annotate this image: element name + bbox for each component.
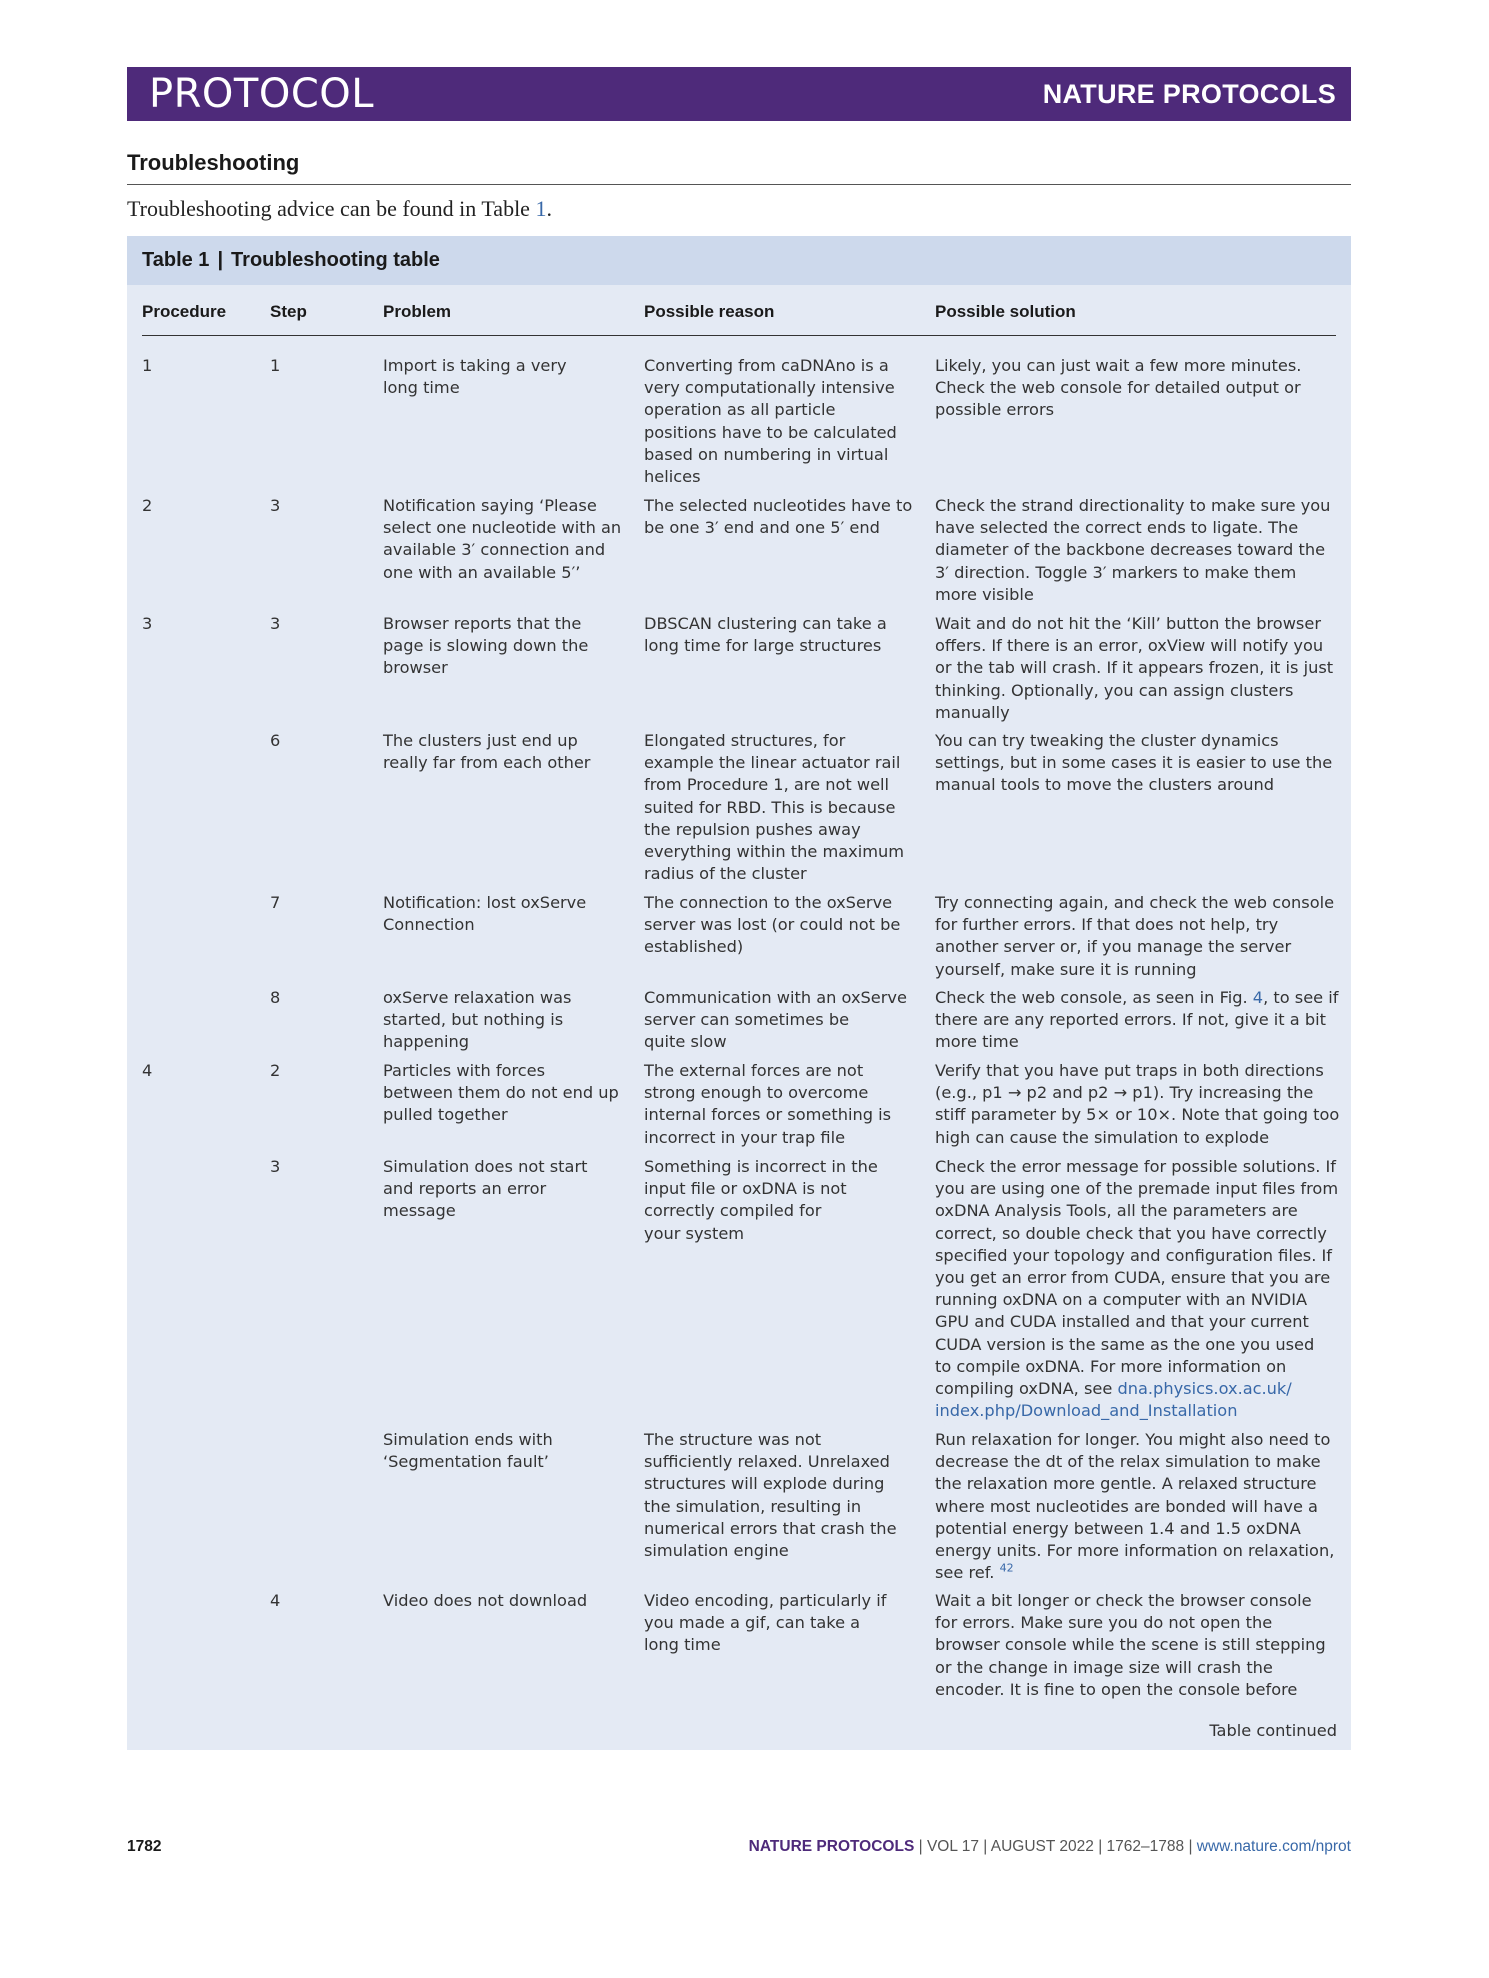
table-caption-separator: | xyxy=(217,249,224,271)
row-2-reason: The selected nucleotides have to be one 3′ end and one 5′ end xyxy=(644,496,913,538)
intro-end: . xyxy=(546,196,552,221)
row-6-solution-a: Check the web console, as seen in Fig. xyxy=(935,988,1253,1007)
footer-sep-2: | xyxy=(983,1838,988,1855)
row-10-step: 4 xyxy=(270,1591,281,1610)
row-3-step: 3 xyxy=(270,614,281,633)
row-8-reason: Something is incorrect in the input file or oxDNA is not correctly compiled for your system xyxy=(644,1157,878,1243)
row-9-problem: Simulation ends with ‘Segmentation fault’ xyxy=(383,1430,553,1472)
row-2-step: 3 xyxy=(270,496,281,515)
footer-sep-3: | xyxy=(1098,1838,1103,1855)
row-4-solution: You can try tweaking the cluster dynamics settings, but in some cases it is easier to use the manual tools to move the clusters around xyxy=(935,731,1333,795)
row-4-reason: Elongated structures, for example the linear actuator rail from Procedure 1, are not well suited for RBD. This is because the repulsion pushes away everything within the maximum radius of the cluster xyxy=(644,731,905,884)
row-9-solution xyxy=(935,1429,1355,1584)
table-name: Troubleshooting table xyxy=(231,249,440,271)
section-heading: Troubleshooting xyxy=(127,150,1351,185)
intro-text: Troubleshooting advice can be found in Table xyxy=(127,196,536,221)
journal-header-bar xyxy=(127,67,1351,121)
row-5-step: 7 xyxy=(270,893,281,912)
row-4-problem: The clusters just end up really far from each other xyxy=(383,731,591,773)
table-continued-note: Table continued xyxy=(1209,1721,1337,1740)
row-8-step: 3 xyxy=(270,1157,281,1176)
row-6-solution-b: , to see if there are any reported errors. If not, give it a bit more time xyxy=(935,988,1339,1052)
footer-sep-1: | xyxy=(918,1838,923,1855)
row-1-reason: Converting from caDNAno is a very computationally intensive operation as all particle positions have to be calculated based on numbering in virtual helices xyxy=(644,356,897,487)
row-3-procedure: 3 xyxy=(142,614,153,633)
row-8-problem: Simulation does not start and reports an error message xyxy=(383,1157,588,1221)
row-9-solution-text: Run relaxation for longer. You might also need to decrease the dt of the relax simulation to make the relaxation more gentle. A relaxed structure where most nucleotides are bonded will have a potential energy between 1.4 and 1.5 oxDNA energy units. For more information on relaxation, see ref. xyxy=(935,1430,1335,1583)
row-2-solution: Check the strand directionality to make sure you have selected the correct ends to ligate. The diameter of the backbone decreases toward the 3′ direction. Toggle 3′ markers to make them more visible xyxy=(935,496,1331,604)
reference-42-link[interactable]: 42 xyxy=(999,1561,1014,1575)
row-5-problem: Notification: lost oxServe Connection xyxy=(383,893,587,935)
row-1-procedure: 1 xyxy=(142,356,153,375)
table-header-row xyxy=(142,285,1336,336)
row-3-problem: Browser reports that the page is slowing down the browser xyxy=(383,614,589,678)
troubleshooting-table xyxy=(127,236,1351,1750)
row-7-solution: Verify that you have put traps in both directions (e.g., p1 → p2 and p2 → p1). Try increasing the stiff parameter by 5× or 10×. Note that going too high can cause the simulation to explode xyxy=(935,1061,1340,1147)
intro-paragraph xyxy=(127,196,552,222)
row-5-reason: The connection to the oxServe server was lost (or could not be established) xyxy=(644,893,901,957)
row-3-solution: Wait and do not hit the ‘Kill’ button the browser offers. If there is an error, oxView will notify you or the tab will crash. If it appears frozen, it is just thinking. Optionally, you can assign clusters manually xyxy=(935,614,1334,722)
article-type-label: PROTOCOL xyxy=(149,71,375,117)
col-header-step: Step xyxy=(270,302,307,321)
col-header-solution: Possible solution xyxy=(935,302,1076,321)
col-header-reason: Possible reason xyxy=(644,302,775,321)
footer-journal: NATURE PROTOCOLS xyxy=(748,1838,915,1855)
table-ref-link[interactable]: 1 xyxy=(535,196,547,221)
table-label: Table 1 xyxy=(142,249,210,271)
row-10-problem: Video does not download xyxy=(383,1591,588,1610)
row-9-reason: The structure was not sufficiently relaxed. Unrelaxed structures will explode during the simulation, resulting in numerical errors that crash the simulation engine xyxy=(644,1430,897,1561)
row-2-procedure: 2 xyxy=(142,496,153,515)
figure-ref-link[interactable]: 4 xyxy=(1252,988,1264,1007)
footer-pages: 1762–1788 xyxy=(1106,1838,1185,1855)
row-4-step: 6 xyxy=(270,731,281,750)
footer-sep-4: | xyxy=(1188,1838,1193,1855)
journal-url-link[interactable]: www.nature.com/nprot xyxy=(1196,1838,1351,1855)
row-6-problem: oxServe relaxation was started, but nothing is happening xyxy=(383,988,572,1052)
row-5-solution: Try connecting again, and check the web console for further errors. If that does not help, try another server or, if you manage the server yourself, make sure it is running xyxy=(935,893,1335,979)
table-caption xyxy=(127,236,1351,285)
row-3-reason: DBSCAN clustering can take a long time for large structures xyxy=(644,614,887,656)
row-7-reason: The external forces are not strong enough to overcome internal forces or something is incorrect in your trap file xyxy=(644,1061,892,1147)
row-8-solution xyxy=(935,1156,1355,1422)
row-6-solution xyxy=(935,987,1355,1054)
row-7-step: 2 xyxy=(270,1061,281,1080)
row-1-problem: Import is taking a very long time xyxy=(383,356,567,398)
footer-date: AUGUST 2022 xyxy=(990,1838,1094,1855)
col-header-procedure: Procedure xyxy=(142,302,227,321)
page-number: 1782 xyxy=(127,1838,162,1855)
row-6-reason: Communication with an oxServe server can sometimes be quite slow xyxy=(644,988,907,1052)
row-1-step: 1 xyxy=(270,356,281,375)
row-1-solution: Likely, you can just wait a few more minutes. Check the web console for detailed output or possible errors xyxy=(935,356,1302,420)
row-7-problem: Particles with forces between them do not end up pulled together xyxy=(383,1061,619,1125)
citation-line xyxy=(749,1838,1351,1856)
col-header-problem: Problem xyxy=(383,302,452,321)
oxdna-install-link[interactable]: dna.physics.ox.ac.uk/ index.php/Download_and_Installation xyxy=(935,1379,1292,1421)
row-10-reason: Video encoding, particularly if you made a gif, can take a long time xyxy=(644,1591,887,1655)
row-2-problem: Notification saying ‘Please select one nucleotide with an available 3′ connection and one with an available 5′’ xyxy=(383,496,622,582)
journal-name-label: NATURE PROTOCOLS xyxy=(1042,78,1336,109)
footer-volume: VOL 17 xyxy=(926,1838,979,1855)
row-6-step: 8 xyxy=(270,988,281,1007)
row-8-solution-text: Check the error message for possible solutions. If you are using one of the premade input files from oxDNA Analysis Tools, all the parameters are correct, so double check that you have correctly specified your topology and configuration files. If you get an error from CUDA, ensure that you are running oxDNA on a computer with an NVIDIA GPU and CUDA installed and that your current CUDA version is the same as the one you used to compile oxDNA. For more information on compiling oxDNA, see xyxy=(935,1157,1339,1399)
row-7-procedure: 4 xyxy=(142,1061,153,1080)
row-10-solution: Wait a bit longer or check the browser console for errors. Make sure you do not open the browser console while the scene is still stepping or the change in image size will crash the encoder. It is fine to open the console before xyxy=(935,1591,1326,1699)
